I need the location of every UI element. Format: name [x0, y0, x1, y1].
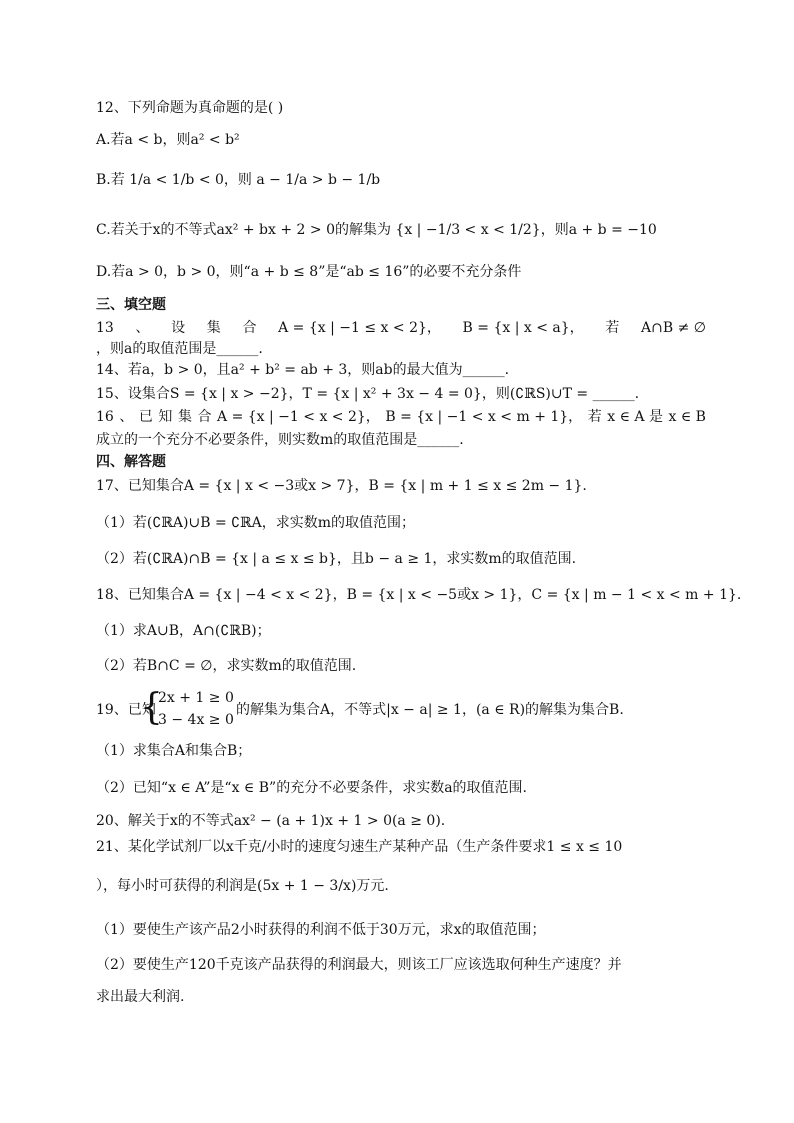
section-answer-title: 四、解答题 [96, 454, 166, 470]
q16-part: 、 [119, 409, 134, 425]
q21-stem: 21、某化学试剂厂以x千克/小时的速度匀速生产某种产品（生产条件要求1 ≤ x ≤ 10 [96, 839, 623, 855]
q19-system-line1: 2x + 1 ≥ 0 [158, 690, 234, 706]
q16-part: 已 [138, 409, 153, 425]
q12-stem: 12、下列命题为真命题的是( ) [96, 100, 284, 116]
q19-system-line2: 3 − 4x ≥ 0 [158, 712, 234, 728]
q13-part: B = {x | x < a}， [462, 320, 584, 336]
q21-part2-line2: 求出最大利润. [96, 989, 185, 1005]
q20-text: 20、解关于x的不等式ax² − (a + 1)x + 1 > 0(a ≥ 0). [96, 813, 446, 829]
q21-continuation: ），每小时可获得的利润是(5x + 1 − 3/x)万元. [96, 878, 389, 894]
q12-option-c: C.若关于x的不等式ax² + bx + 2 > 0的解集为 {x | −1/3 < x < 1/2}，则a + b = −10 [96, 222, 657, 238]
q12-option-b: B.若 1/a < 1/b < 0，则 a − 1/a > b − 1/b [96, 172, 381, 188]
q19-prefix: 19、已知 [96, 702, 156, 718]
q16-part: 若 [587, 409, 602, 425]
q12-option-a: A.若a < b，则a² < b² [96, 132, 240, 148]
q16-part: 集 [177, 409, 192, 425]
q17-stem: 17、已知集合A = {x | x < −3或x > 7}，B = {x | m + 1 ≤ x ≤ 2m − 1}. [96, 478, 587, 494]
q13-line [96, 318, 706, 338]
q16-part: 合 [197, 409, 212, 425]
q13-continuation: ，则a的取值范围是______. [96, 341, 263, 357]
q16-part: x ∈ B [668, 409, 706, 425]
q13-part: 、 [135, 320, 150, 336]
q16-part: A = {x | −1 < x < 2}， [217, 409, 380, 425]
q16-part: B = {x | −1 < x < m + 1}， [385, 409, 583, 425]
q12-option-d: D.若a > 0，b > 0，则“a + b ≤ 8”是“ab ≤ 16”的必要不充分条件 [96, 264, 522, 280]
q15-text: 15、设集合S = {x | x > −2}，T = {x | x² + 3x − 4 = 0}，则(∁ℝS)∪T = ______. [96, 386, 640, 402]
q13-part: 13 [96, 320, 114, 336]
q19-system-brace: { [140, 687, 163, 728]
q16-part: 16 [96, 409, 114, 425]
q16-part: 知 [158, 409, 173, 425]
q13-part: 合 [242, 320, 257, 336]
q13-part: 设 [171, 320, 186, 336]
q17-part2: （2）若(∁ℝA)∩B = {x | a ≤ x ≤ b}，且b − a ≥ 1，求实数m的取值范围. [96, 551, 577, 567]
q19-part2: （2）已知“x ∈ A”是“x ∈ B”的充分不必要条件，求实数a的取值范围. [96, 780, 527, 796]
q18-part2: （2）若B∩C = ∅，求实数m的取值范围. [96, 658, 357, 674]
q19-stem [96, 688, 706, 732]
section-fill-in-title: 三、填空题 [96, 297, 166, 313]
q19-suffix: 的解集为集合A，不等式|x − a| ≥ 1，(a ∈ R)的解集为集合B. [236, 702, 624, 718]
q16-part: x ∈ A 是 [607, 409, 663, 425]
q13-part: A∩B ≠ ∅ [640, 320, 706, 336]
q17-part1: （1）若(∁ℝA)∪B = ∁ℝA，求实数m的取值范围； [96, 515, 416, 531]
q18-stem: 18、已知集合A = {x | −4 < x < 2}，B = {x | x < −5或x > 1}，C = {x | m − 1 < x < m + 1}. [96, 587, 742, 603]
q13-part: 若 [605, 320, 620, 336]
q13-part: 集 [206, 320, 221, 336]
q19-part1: （1）求集合A和集合B； [96, 743, 252, 759]
q21-part2-line1: （2）要使生产120千克该产品获得的利润最大，则该工厂应该选取何种生产速度？并 [96, 957, 622, 973]
q18-part1: （1）求A∪B，A∩(∁ℝB)； [96, 623, 271, 639]
q16-continuation: 成立的一个充分不必要条件，则实数m的取值范围是______. [96, 432, 464, 448]
q13-part: A = {x | −1 ≤ x < 2}， [278, 320, 441, 336]
q14-text: 14、若a，b > 0，且a² + b² = ab + 3，则ab的最大值为______. [96, 362, 510, 378]
q21-part1: （1）要使生产该产品2小时获得的利润不低于30万元，求x的取值范围； [96, 922, 546, 938]
q16-line [96, 407, 706, 427]
